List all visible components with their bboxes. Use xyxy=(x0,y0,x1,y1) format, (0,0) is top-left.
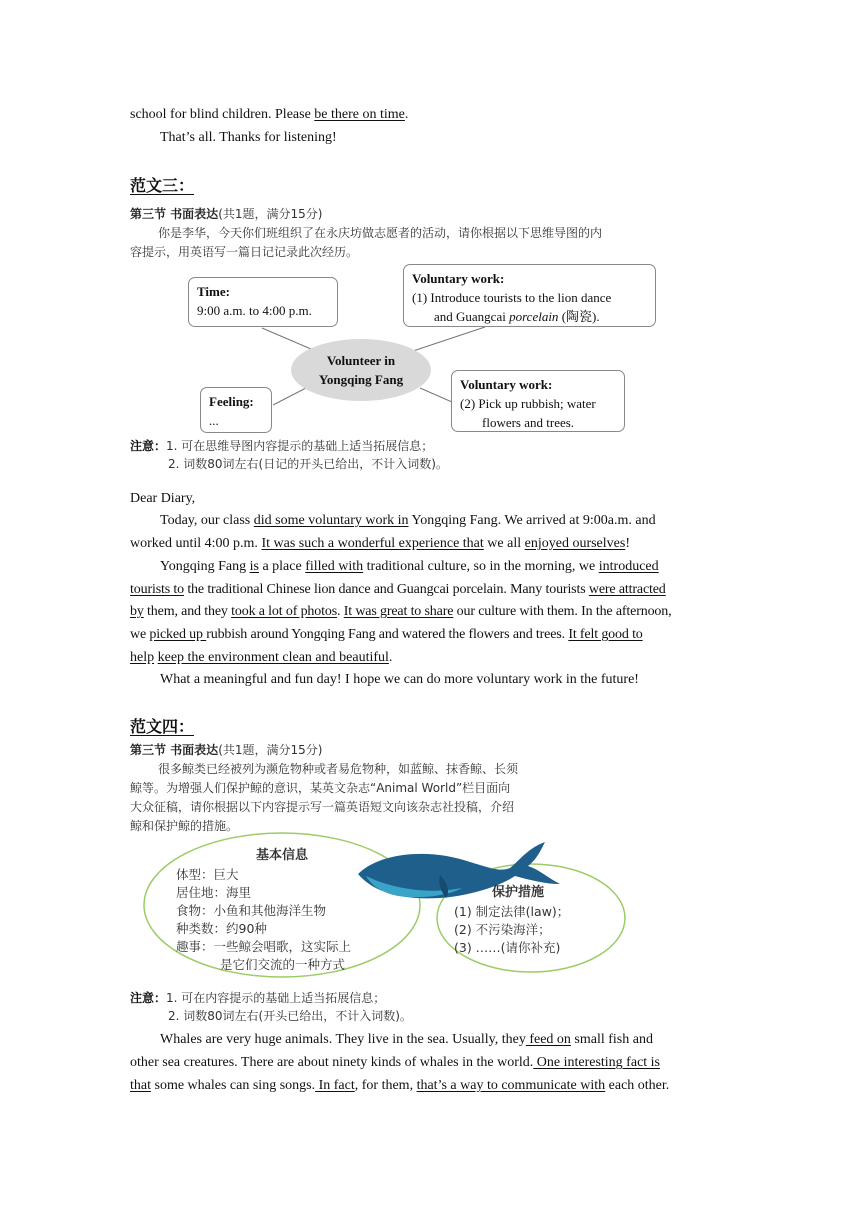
text: Yongqing Fang xyxy=(160,559,250,574)
info-item: 体型：巨大 xyxy=(176,867,239,882)
text: (陶瓷). xyxy=(558,309,600,324)
underlined-phrase: feed on xyxy=(525,1032,571,1047)
text: a place xyxy=(258,559,306,574)
info-item: 种类数：约90种 xyxy=(176,921,267,936)
text: Whales are very huge animals. They live in the sea. Usually, they xyxy=(160,1032,526,1047)
underlined-phrase: is xyxy=(249,559,259,574)
text: school for blind children. Please xyxy=(130,107,315,122)
info-item: 居住地：海里 xyxy=(176,885,252,900)
box-text: (1) Introduce tourists to the lion dance xyxy=(412,290,612,305)
note-label: 注意： xyxy=(130,439,167,453)
text: traditional culture, so in the morning, we xyxy=(363,559,599,574)
box-title: Voluntary work: xyxy=(460,377,553,392)
underlined-phrase: filled with xyxy=(305,559,364,574)
center-text: Volunteer in xyxy=(326,353,396,368)
underlined-phrase: help xyxy=(130,650,155,665)
info-list xyxy=(176,866,351,974)
text: other sea creatures. There are about ninety kinds of whales in the world. xyxy=(130,1055,534,1070)
protect-list xyxy=(454,903,569,957)
underlined-phrase: were attracted xyxy=(588,582,666,597)
note-line: 1. 可在思维导图内容提示的基础上适当拓展信息； xyxy=(166,439,434,453)
text: rubbish around Yongqing Fang and watered the flowers and trees. xyxy=(206,627,569,642)
task-points: (共1题，满分15分) xyxy=(218,207,323,221)
text: , for them, xyxy=(354,1078,417,1093)
text: and Guangcai xyxy=(434,309,510,324)
text: we all xyxy=(483,536,525,551)
text: Today, our class xyxy=(160,513,254,528)
center-text: Yongqing Fang xyxy=(318,372,404,387)
underlined-phrase: One interesting fact is xyxy=(533,1055,661,1070)
note-label: 注意： xyxy=(130,991,167,1005)
essay-line xyxy=(130,1052,740,1075)
box-title: Voluntary work: xyxy=(412,271,505,286)
info-item: 是它们交流的一种方式 xyxy=(220,957,346,972)
info-title: 基本信息 xyxy=(256,848,309,863)
box-text: flowers and trees. xyxy=(482,415,575,430)
underlined-phrase: tourists to xyxy=(130,582,184,597)
box-text: (2) Pick up rubbish; water xyxy=(460,396,596,411)
essay-greeting: Dear Diary, xyxy=(130,491,196,506)
essay-paragraph: What a meaningful and fun day! I hope we can do more voluntary work in the future! xyxy=(160,672,639,687)
note-line: 2. 词数80词左右(开头已给出，不计入词数)。 xyxy=(168,1009,412,1023)
text: small fish and xyxy=(570,1032,653,1047)
underlined-phrase: keep the environment clean and beautiful xyxy=(157,650,389,665)
text: our culture with them. In the afternoon, xyxy=(453,604,672,619)
underlined-phrase: by xyxy=(130,604,144,619)
text: . xyxy=(404,107,409,122)
text: ! xyxy=(625,536,630,551)
underlined-phrase: took a lot of photos xyxy=(231,604,338,619)
text: . xyxy=(388,650,393,665)
text: Yongqing Fang. We arrived at 9:00a.m. and xyxy=(408,513,656,528)
note-line: 1. 可在内容提示的基础上适当拓展信息； xyxy=(166,991,386,1005)
underlined-phrase: It was great to share xyxy=(343,604,454,619)
text: each other. xyxy=(605,1078,670,1093)
note-4 xyxy=(130,989,412,1025)
task-line: 容提示，用英语写一篇日记记录此次经历。 xyxy=(130,245,359,259)
protect-item: (1) 制定法律(law)； xyxy=(454,904,570,919)
task-section-title: 第三节 书面表达 xyxy=(130,743,219,757)
essay-paragraph xyxy=(130,1029,740,1052)
task-line: 你是李华，今天你们班组织了在永庆坊做志愿者的活动，请你根据以下思维导图的内 xyxy=(158,226,603,240)
closing-line: That’s all. Thanks for listening! xyxy=(160,130,337,145)
text: . xyxy=(337,604,344,619)
task-line: 很多鲸类已经被列为濒危物种或者易危物种，如蓝鲸、抹香鲸、长须 xyxy=(158,762,519,776)
protect-item: (3) ……(请你补充) xyxy=(454,940,561,955)
underlined-phrase: enjoyed ourselves xyxy=(524,536,626,551)
underlined-phrase: did some voluntary work in xyxy=(253,513,409,528)
text: worked until 4:00 p.m. xyxy=(130,536,262,551)
task-line: 鲸和保护鲸的措施。 xyxy=(130,819,239,833)
underlined-phrase: picked up xyxy=(149,627,207,642)
note-line: 2. 词数80词左右(日记的开头已给出，不计入词数)。 xyxy=(168,457,448,471)
underlined-phrase: introduced xyxy=(598,559,659,574)
protect-item: (2) 不污染海洋； xyxy=(454,922,551,937)
section-heading-sample-3: 范文三： xyxy=(130,176,195,195)
underlined-phrase: that xyxy=(130,1078,151,1093)
underlined-phrase: that’s a way to communicate with xyxy=(416,1078,606,1093)
underlined-phrase: It felt good to xyxy=(568,627,643,642)
italic-word: porcelain xyxy=(509,309,559,324)
section-heading-sample-4: 范文四： xyxy=(130,717,195,736)
task-section-title: 第三节 书面表达 xyxy=(130,207,219,221)
underlined-phrase: In fact xyxy=(315,1078,355,1093)
underlined-phrase: It was such a wonderful experience that xyxy=(261,536,484,551)
essay-line xyxy=(130,1075,740,1098)
task-line: 鲸等。为增强人们保护鲸的意识，某英文杂志“Animal World”栏目面向 xyxy=(130,781,511,795)
task-points: (共1题，满分15分) xyxy=(218,743,323,757)
text: the traditional Chinese lion dance and Guangcai porcelain. Many tourists xyxy=(183,582,589,597)
protect-title: 保护措施 xyxy=(492,885,545,900)
text: some whales can sing songs. xyxy=(151,1078,316,1093)
task-line: 大众征稿，请你根据以下内容提示写一篇英语短文向该杂志社投稿，介绍 xyxy=(130,800,515,814)
info-item: 食物：小鱼和其他海洋生物 xyxy=(176,903,327,918)
box-title: Time: xyxy=(197,284,230,299)
box-title: Feeling: xyxy=(209,394,254,409)
text: them, and they xyxy=(143,604,232,619)
text: we xyxy=(130,627,150,642)
box-text: 9:00 a.m. to 4:00 p.m. xyxy=(197,303,312,318)
info-item: 趣事：一些鲸会唱歌，这实际上 xyxy=(176,939,352,954)
box-text: ... xyxy=(209,413,219,428)
underlined-phrase: be there on time xyxy=(314,107,405,122)
